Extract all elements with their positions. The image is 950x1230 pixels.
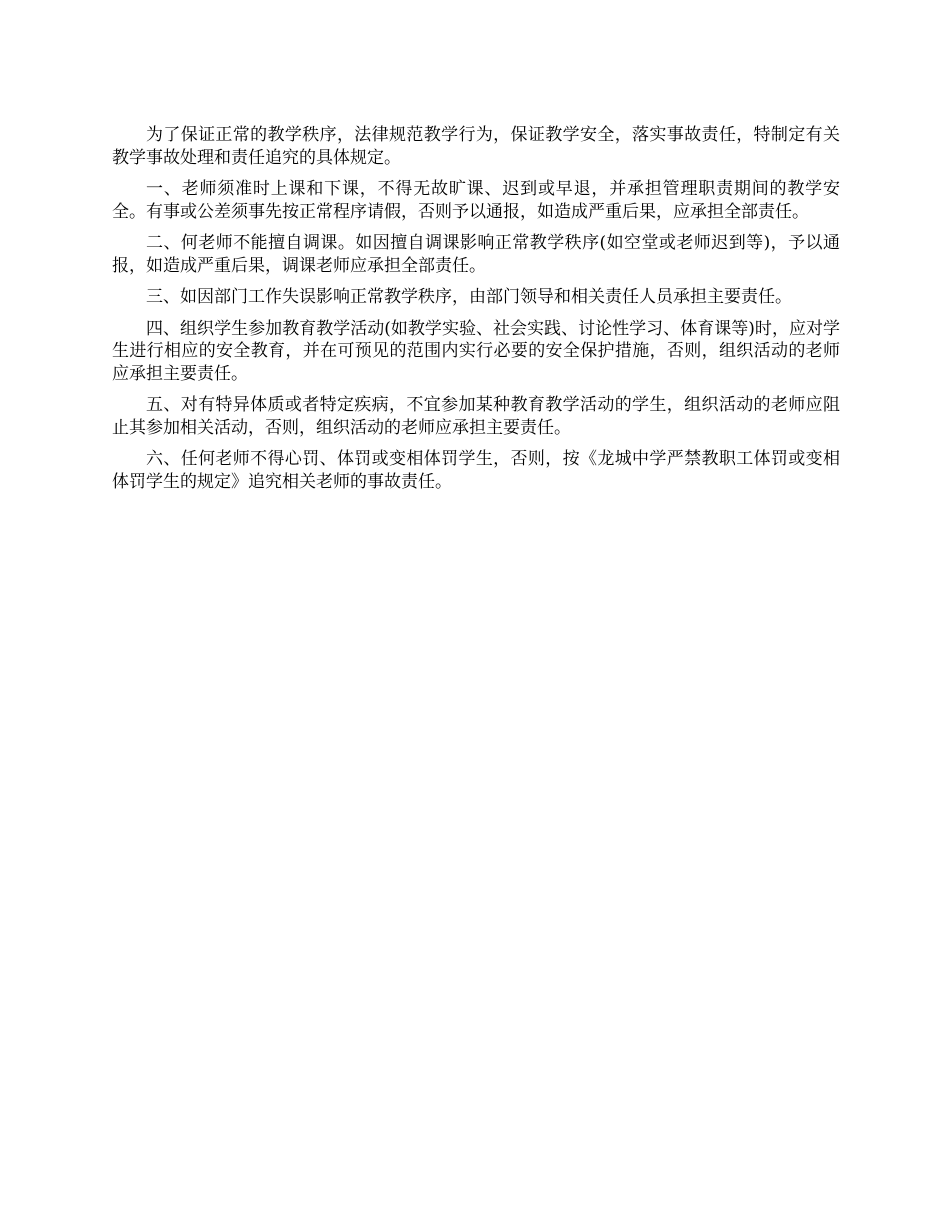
paragraph-intro: 为了保证正常的教学秩序，法律规范教学行为，保证教学安全，落实事故责任，特制定有关教学事故处理和责任追究的具体规定。	[112, 125, 840, 168]
document-body	[112, 124, 840, 502]
paragraph-rule-2: 二、何老师不能擅自调课。如因擅自调课影响正常教学秩序(如空堂或老师迟到等)，予以通报，如造成严重后果，调课老师应承担全部责任。	[112, 233, 840, 276]
paragraph-rule-5: 五、对有特异体质或者特定疾病，不宜参加某种教育教学活动的学生，组织活动的老师应阻止其参加相关活动，否则，组织活动的老师应承担主要责任。	[112, 395, 840, 438]
paragraph-rule-1: 一、老师须准时上课和下课，不得无故旷课、迟到或早退，并承担管理职责期间的教学安全。有事或公差须事先按正常程序请假，否则予以通报，如造成严重后果，应承担全部责任。	[112, 179, 840, 222]
paragraph-rule-3: 三、如因部门工作失误影响正常教学秩序，由部门领导和相关责任人员承担主要责任。	[146, 287, 792, 307]
paragraph-rule-4: 四、组织学生参加教育教学活动(如教学实验、社会实践、讨论性学习、体育课等)时，应对学生进行相应的安全教育，并在可预见的范围内实行必要的安全保护措施，否则，组织活动的老师应承担主要责任。	[112, 318, 840, 384]
paragraph-rule-6: 六、任何老师不得心罚、体罚或变相体罚学生，否则，按《龙城中学严禁教职工体罚或变相体罚学生的规定》追究相关老师的事故责任。	[112, 449, 840, 492]
